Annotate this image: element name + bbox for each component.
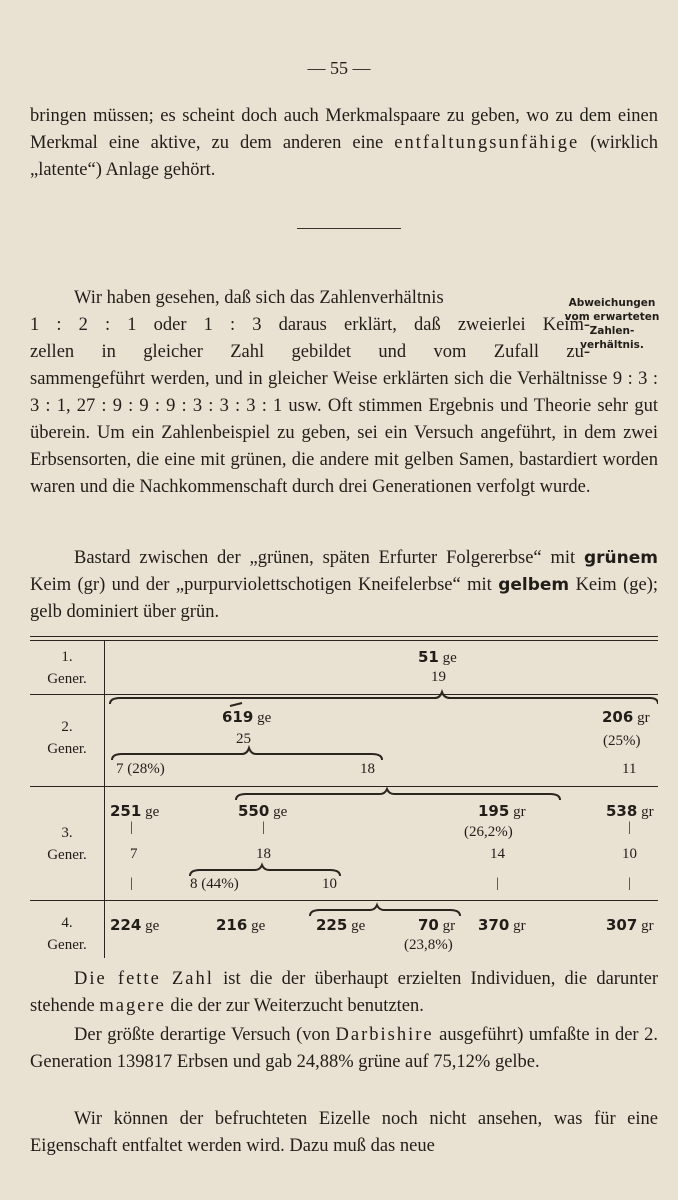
vertical-tick: | [262,820,265,835]
paragraph-2-line-2: 1 : 2 : 1 oder 1 : 3 daraus erklärt, daß zweierlei Keim- [30,315,590,335]
para3-bold-gelbem: gelbem [498,575,570,595]
paragraph-3 [30,545,658,626]
para5-text: ausgeführt) umfaßte in der 2. Generation 139817 Erbsen und gab 24,88% grüne auf 75,12% gelbe. [30,1025,658,1072]
g3-c-sub: 14 [490,846,505,862]
bold-count: 225 [316,916,348,934]
bold-count: 550 [238,802,270,820]
para3-text: Bastard zwischen der „grünen, späten Erfurter Folgererbse“ mit [74,548,584,568]
g2-gr-total [602,708,650,727]
paragraph-2-rest: sammengeführt werden, und in gleicher Weise erklärten sich die Verhältnisse 9 : 3 : 3 : 1, 27 : 9 : 9 : 9 : 3 : 3 : 3 : 1 usw. Oft stimmen Ergebnis und Theorie sehr gut überein. Um ein Zahlenbeispiel zu geben, sei ein Versuch angeführt, in dem zwei Erbsensorten, die eine mit grünen, die andere mit gelben Samen, bastardiert worden waren und die Nachkommenschaft durch drei Generationen verfolgt wurde. [30,369,658,497]
bold-count: 538 [606,802,638,820]
gen-1-label [30,646,104,690]
g4-a [110,916,159,935]
margin-note-line: Zahlen- [589,325,635,337]
gen-number: 1. [61,649,73,665]
g3-c-pct: (26,2%) [464,824,513,840]
bold-count: 370 [478,916,510,934]
g3-c-total [478,802,526,821]
unit: gr [637,918,654,934]
g3-s2: 10 [322,876,337,892]
para3-text: Keim (gr) und der „purpurviolettschotigen Kneifelerbse“ mit [30,575,499,595]
bold-count: 619 [222,708,254,726]
paragraph-1 [30,103,658,184]
vertical-tick: | [496,876,499,891]
g3-d-sub: 10 [622,846,637,862]
margin-note-line: vom erwarteten [564,311,660,323]
margin-note-line: verhältnis. [580,339,644,351]
unit: gr [438,918,456,934]
paragraph-6: Wir können der befruchteten Eizelle noch nicht ansehen, was für eine Eigenschaft entfaltet werden wird. Dazu muß das neue [30,1109,658,1156]
gen-word: Gener. [47,937,87,953]
unit: ge [347,918,366,934]
g3-b-sub: 18 [256,846,271,862]
paragraph-2-line-3: zellen in gleicher Zahl gebildet und vom Zufall zu- [30,342,590,362]
gen-number: 2. [61,719,73,735]
g4-c [316,916,365,935]
paragraph-4 [30,966,658,1020]
para3-bold-gruenem: grünem [583,548,658,568]
g4-d [418,916,455,935]
bold-count: 307 [606,916,638,934]
unit: gr [633,710,650,726]
bold-count: 51 [418,648,439,666]
paragraph-2-line-1: Wir haben gesehen, daß sich das Zahlenverhältnis [74,288,444,308]
section-divider [297,228,401,229]
para4-text: ist die der überhaupt erzielten Individuen, die darunter stehende [30,969,658,1016]
paragraph-1-spaced: entfaltungsunfähige [394,133,580,153]
g3-b-total [238,802,287,821]
spaced-text: Die fette Zahl [74,969,214,989]
vertical-tick: | [130,876,133,891]
paragraph-1-text: bringen müssen; es scheint doch auch Merkmalspaare zu geben, wo zu dem einen Merkmal eine aktive, zu dem anderen eine [30,106,658,153]
g3-a-total [110,802,159,821]
paragraph-1-end: (wirklich „latente“) Anlage gehört. [30,133,658,180]
bold-count: 195 [478,802,510,820]
gen-number: 3. [61,825,73,841]
gen-word: Gener. [47,741,87,757]
page-number: — 55 — [307,58,371,78]
vertical-tick: | [130,820,133,835]
gen-word: Gener. [47,671,87,687]
bold-count: 206 [602,708,634,726]
g4-e [478,916,526,935]
g2-ge-sub: 25 [236,731,251,747]
vertical-tick: | [628,820,631,835]
unit: gr [509,918,526,934]
unit: gr [509,804,526,820]
paragraph-5 [30,1022,658,1076]
g1-sub: 19 [431,669,446,685]
unit: ge [247,918,266,934]
unit: ge [438,650,457,666]
g4-f [606,916,654,935]
para3-text: Keim (ge); gelb dominiert über grün. [30,575,659,622]
gen-word: Gener. [47,847,87,863]
bold-count: 216 [216,916,248,934]
g4-d-pct: (23,8%) [404,937,453,953]
bold-count: 251 [110,802,142,820]
g3-d-total [606,802,654,821]
gen-4-label [30,912,104,956]
unit: ge [141,804,160,820]
unit: ge [253,710,272,726]
genealogy-braces [30,636,658,958]
margin-note-line: Abweichungen [568,297,656,309]
unit: gr [637,804,654,820]
g2-c3: 11 [622,761,637,777]
para4-text: die der zur Weiterzucht benutzten. [165,996,424,1016]
g2-c2: 18 [360,761,375,777]
g2-c1: 7 (28%) [116,761,165,777]
pea-cross-table [30,636,658,958]
spaced-text: Darbishire [335,1025,434,1045]
bold-count: 70 [418,916,439,934]
g1-total [418,648,457,667]
gen-number: 4. [61,915,73,931]
g4-b [216,916,265,935]
gen-3-label [30,822,104,866]
vertical-tick: | [628,876,631,891]
g3-a-sub: 7 [130,846,138,862]
g2-gr-pct: (25%) [603,733,641,749]
bold-count: 224 [110,916,142,934]
unit: ge [269,804,288,820]
unit: ge [141,918,160,934]
para5-text: Der größte derartige Versuch (von [74,1025,336,1045]
g2-ge-total [222,708,271,727]
spaced-text: magere [99,996,166,1016]
gen-2-label [30,716,104,760]
g3-s1: 8 (44%) [190,876,239,892]
